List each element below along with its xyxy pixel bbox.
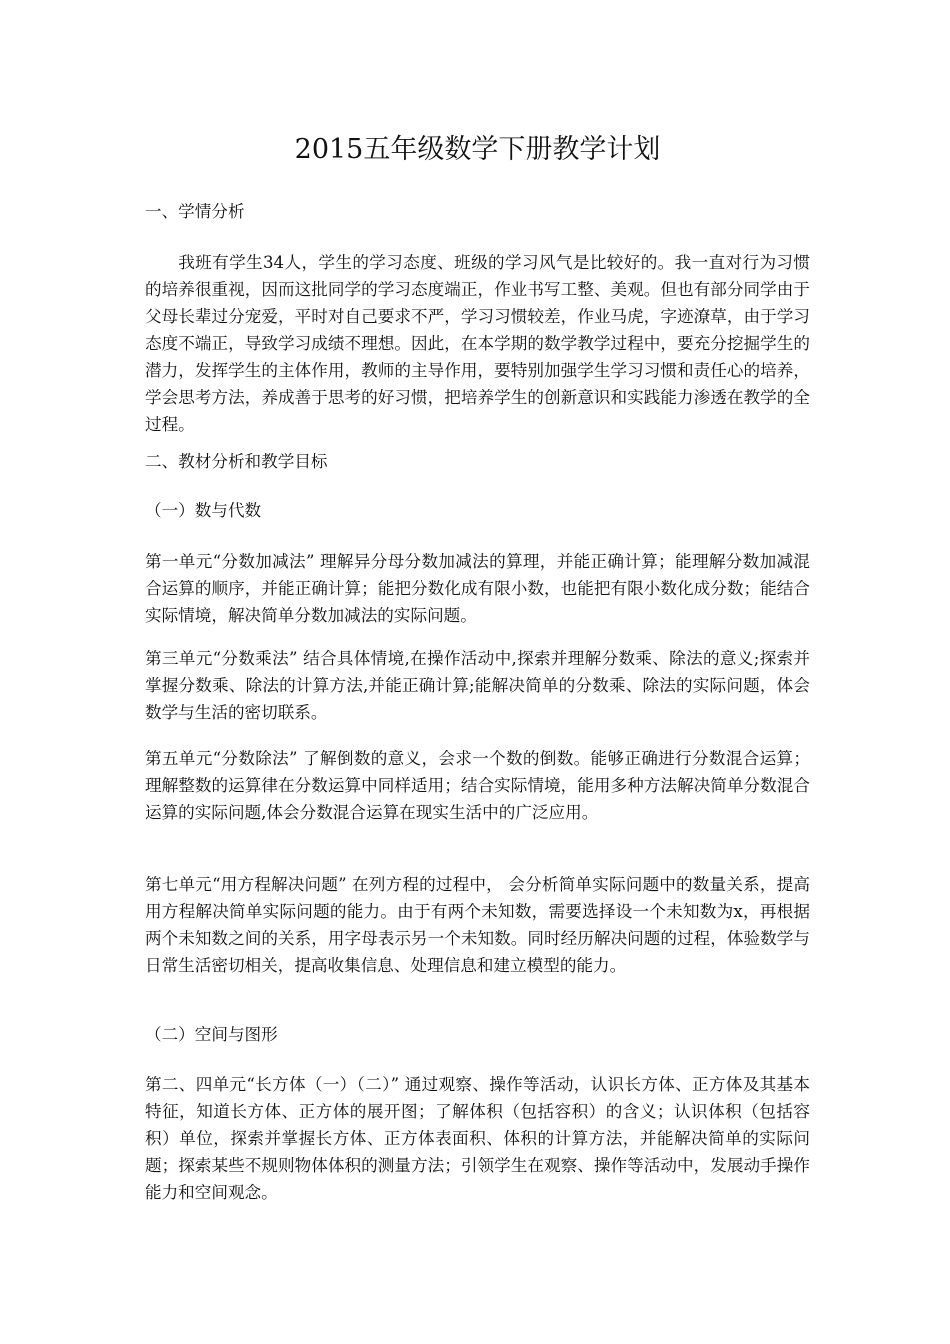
subsection-heading-numbers-algebra: （一）数与代数 [145, 501, 262, 520]
paragraph-unit-2-4: 第二、四单元“长方体（一）（二）” 通过观察、操作等活动，认识长方体、正方体及其基本特征，知道长方体、正方体的展开图；了解体积（包括容积）的含义；认识体积（包括容积）单位，探索并掌握长方体、正方体表面积、体积的计算方法，并能解决简单的实际问题；探索某些不规则物体体积的测量方法；引领学生在观察、操作等活动中，发展动手操作能力和空间观念。 [145, 1075, 810, 1202]
paragraph-unit-5: 第五单元“分数除法” 了解倒数的意义，会求一个数的倒数。能够正确进行分数混合运算；理解整数的运算律在分数运算中同样适用；结合实际情境，能用多种方法解决简单分数混合运算的实际问题,体会分数混合运算在现实生活中的广泛应用。 [145, 749, 810, 822]
section-heading-textbook-analysis: 二、教材分析和教学目标 [145, 452, 328, 471]
paragraph-unit-3: 第三单元“分数乘法” 结合具体情境,在操作活动中,探索并理解分数乘、除法的意义;探索并掌握分数乘、除法的计算方法,并能正确计算;能解决简单的分数乘、除法的实际问题，体会数学与生活的密切联系。 [145, 649, 810, 722]
paragraph-unit-7: 第七单元“用方程解决问题” 在列方程的过程中， 会分析简单实际问题中的数量关系，提高用方程解决简单实际问题的能力。由于有两个未知数，需要选择设一个未知数为x，再根据两个未知数之间的关系，用字母表示另一个未知数。同时经历解决问题的过程，体验数学与日常生活密切相关，提高收集信息、处理信息和建立模型的能力。 [145, 875, 810, 975]
subsection-heading-space-geometry: （二）空间与图形 [145, 1025, 278, 1044]
paragraph-unit-1: 第一单元“分数加减法” 理解异分母分数加减法的算理，并能正确计算；能理解分数加减混合运算的顺序，并能正确计算；能把分数化成有限小数，也能把有限小数化成分数；能结合实际情境，解决简单分数加减法的实际问题。 [145, 552, 810, 625]
document-title: 2015五年级数学下册教学计划 [294, 134, 661, 165]
paragraph-student-analysis: 我班有学生34人，学生的学习态度、班级的学习风气是比较好的。我一直对行为习惯的培养很重视，因而这批同学的学习态度端正，作业书写工整、美观。但也有部分同学由于父母长辈过分宠爱，平时对自己要求不严，学习习惯较差，作业马虎，字迹潦草，由于学习态度不端正，导致学习成绩不理想。因此，在本学期的数学教学过程中，要充分挖掘学生的潜力，发挥学生的主体作用，教师的主导作用，要特别加强学生学习习惯和责任心的培养，学会思考方法，养成善于思考的好习惯，把培养学生的创新意识和实践能力渗透在教学的全过程。 [145, 253, 810, 434]
section-heading-student-analysis: 一、学情分析 [145, 202, 245, 221]
